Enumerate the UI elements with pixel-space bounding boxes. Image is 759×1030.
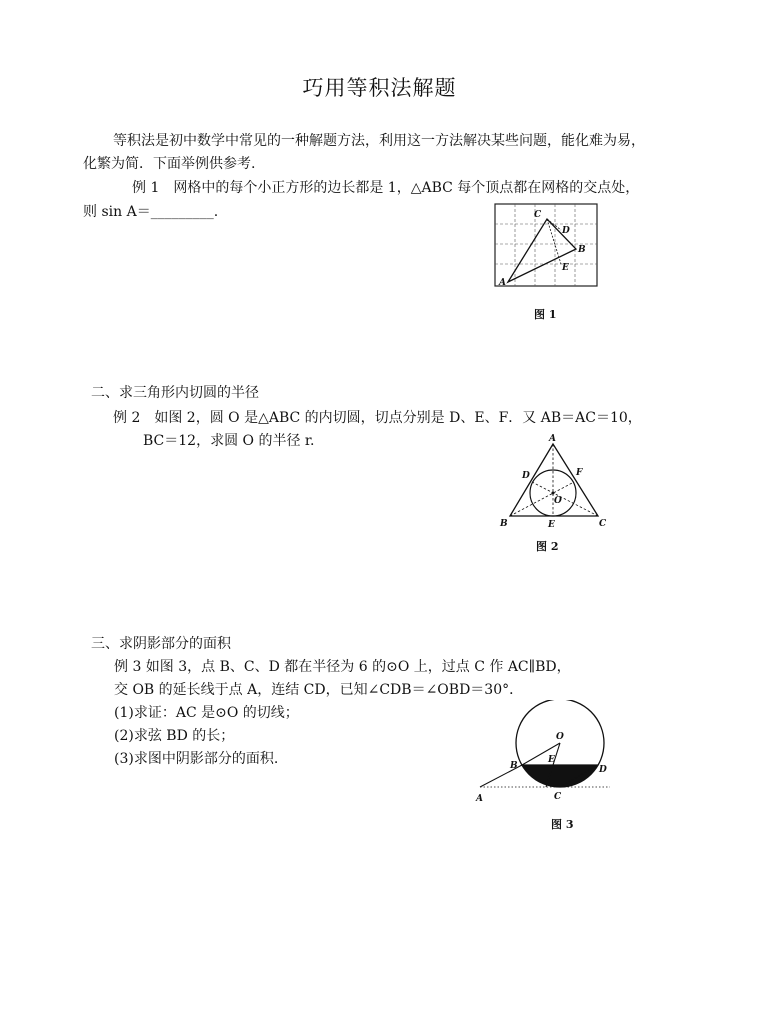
figure-3-caption: 图 3	[551, 818, 574, 831]
fig2-label-f: F	[576, 468, 583, 478]
fig3-label-e: E	[548, 755, 555, 765]
fig3-label-d: D	[599, 765, 607, 775]
section3-heading: 三、求阴影部分的面积	[91, 636, 231, 652]
fig3-label-o: O	[556, 732, 564, 742]
fig3-label-b: B	[510, 761, 518, 771]
fig1-label-b: B	[578, 245, 586, 255]
example3-line-1: 例 3 如图 3，点 B、C、D 都在半径为 6 的⊙O 上，过点 C 作 AC∥BD，	[114, 659, 571, 675]
fig2-label-o: O	[554, 496, 562, 506]
figure-1-diagram	[493, 202, 603, 290]
figure-2-caption: 图 2	[536, 540, 559, 553]
fig1-label-e: E	[562, 263, 569, 273]
figure-2	[494, 430, 618, 540]
question-2: (2)求弦 BD 的长；	[114, 728, 235, 744]
example3-line-2: 交 OB 的延长线于点 A，连结 CD，已知∠CDB＝∠OBD＝30°．	[114, 682, 524, 698]
fig1-label-a: A	[499, 278, 506, 288]
fig2-label-c: C	[599, 519, 607, 529]
example2-line-1: 例 2 如图 2，圆 O 是△ABC 的内切圆，切点分别是 D、E、F．又 AB＝AC＝10，	[113, 410, 642, 426]
page-title: 巧用等积法解题	[302, 76, 457, 100]
question-3: (3)求图中阴影部分的面积.	[114, 751, 279, 767]
example1-line-2: 则 sin A＝_________.	[83, 204, 219, 220]
fig2-label-d: D	[522, 471, 530, 481]
figure-1-caption: 图 1	[534, 308, 557, 321]
example1-line-1: 例 1 网格中的每个小正方形的边长都是 1，△ABC 每个顶点都在网格的交点处，	[132, 180, 640, 196]
fig2-label-e: E	[548, 520, 555, 530]
intro-line-1: 等积法是初中数学中常见的一种解题方法，利用这一方法解决某些问题，能化难为易，	[113, 133, 645, 149]
intro-line-2: 化繁为简．下面举例供参考.	[83, 156, 256, 172]
fig1-label-d: D	[562, 226, 570, 236]
fig2-label-b: B	[500, 519, 508, 529]
section2-heading: 二、求三角形内切圆的半径	[91, 385, 259, 401]
example2-line-2: BC＝12，求圆 O 的半径 r.	[143, 433, 315, 449]
fig3-label-c: C	[554, 792, 562, 802]
question-1: (1)求证：AC 是⊙O 的切线；	[114, 705, 299, 721]
figure-2-diagram	[494, 430, 618, 536]
fig2-label-a: A	[549, 434, 556, 444]
figure-3-diagram	[470, 700, 620, 810]
figure-3	[470, 700, 620, 814]
fig1-label-c: C	[534, 210, 542, 220]
figure-1	[493, 202, 603, 294]
fig3-label-a: A	[476, 794, 483, 804]
